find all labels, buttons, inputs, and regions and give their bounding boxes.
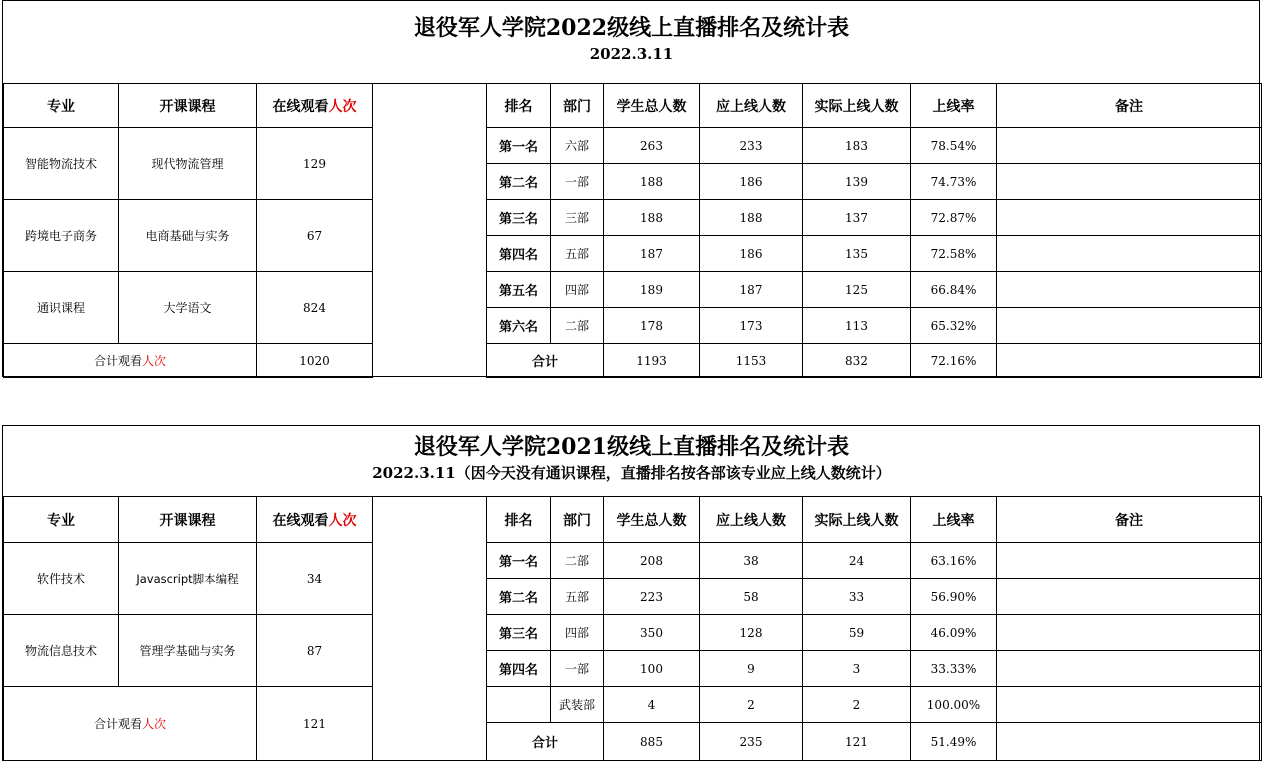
section-title: 退役军人学院2021级线上直播排名及统计表 — [413, 434, 850, 460]
header-dept: 部门 — [551, 497, 604, 543]
cell-course: 电商基础与实务 — [119, 200, 257, 272]
cell-should: 58 — [700, 579, 803, 615]
total-views: 1020 — [257, 344, 373, 378]
cell-total: 100 — [604, 651, 700, 687]
cell-rate: 63.16% — [911, 543, 997, 579]
section-title: 退役军人学院2022级线上直播排名及统计表 — [413, 15, 850, 41]
cell-major: 物流信息技术 — [4, 615, 119, 687]
cell-major: 软件技术 — [4, 543, 119, 615]
cell-total: 187 — [604, 236, 700, 272]
cell-should: 9 — [700, 651, 803, 687]
total-actual: 832 — [803, 344, 911, 378]
cell-total: 208 — [604, 543, 700, 579]
header-total-students: 学生总人数 — [604, 497, 700, 543]
cell-dept: 五部 — [551, 579, 604, 615]
cell-rate: 65.32% — [911, 308, 997, 344]
cell-views: 129 — [257, 128, 373, 200]
cell-actual: 24 — [803, 543, 911, 579]
total-should: 235 — [700, 723, 803, 761]
cell-rate: 66.84% — [911, 272, 997, 308]
table-row — [487, 308, 1262, 344]
cell-dept: 六部 — [551, 128, 604, 164]
total-label: 合计 — [487, 723, 604, 761]
header-should-online: 应上线人数 — [700, 84, 803, 128]
ranking-table — [486, 496, 1262, 761]
cell-should: 173 — [700, 308, 803, 344]
cell-rank: 第二名 — [487, 579, 551, 615]
total-row — [487, 723, 1262, 761]
cell-note — [997, 128, 1262, 164]
cell-rank: 第五名 — [487, 272, 551, 308]
header-rank: 排名 — [487, 84, 551, 128]
header-views: 在线观看人次 — [257, 84, 373, 128]
cell-rank: 第一名 — [487, 543, 551, 579]
cell-dept: 二部 — [551, 308, 604, 344]
table-row — [487, 543, 1262, 579]
table-row — [4, 272, 373, 344]
cell-total: 188 — [604, 200, 700, 236]
table-row — [487, 615, 1262, 651]
cell-course: 大学语文 — [119, 272, 257, 344]
table-row — [487, 687, 1262, 723]
cell-should: 38 — [700, 543, 803, 579]
cell-actual: 183 — [803, 128, 911, 164]
cell-actual: 3 — [803, 651, 911, 687]
total-views: 121 — [257, 687, 373, 761]
total-label: 合计 — [487, 344, 604, 378]
cell-course: 管理学基础与实务 — [119, 615, 257, 687]
cell-note — [997, 308, 1262, 344]
table-row — [487, 128, 1262, 164]
cell-rate: 46.09% — [911, 615, 997, 651]
total-note — [997, 723, 1262, 761]
section-date: 2022.3.11（因今天没有通识课程，直播排名按各部该专业应上线人数统计） — [372, 464, 891, 482]
course-views-table — [3, 496, 373, 761]
table-row — [487, 164, 1262, 200]
cell-note — [997, 200, 1262, 236]
total-row — [4, 687, 373, 761]
course-views-table — [3, 83, 373, 378]
cell-should: 233 — [700, 128, 803, 164]
cell-dept: 武装部 — [551, 687, 604, 723]
cell-actual: 125 — [803, 272, 911, 308]
cell-note — [997, 651, 1262, 687]
total-students: 885 — [604, 723, 700, 761]
cell-course: Javascript脚本编程 — [119, 543, 257, 615]
cell-rate: 56.90% — [911, 579, 997, 615]
cell-actual: 137 — [803, 200, 911, 236]
cell-rank: 第四名 — [487, 651, 551, 687]
cell-rate: 72.87% — [911, 200, 997, 236]
header-course: 开课课程 — [119, 497, 257, 543]
cell-note — [997, 579, 1262, 615]
cell-dept: 三部 — [551, 200, 604, 236]
cell-dept: 二部 — [551, 543, 604, 579]
cell-rate: 72.58% — [911, 236, 997, 272]
cell-should: 187 — [700, 272, 803, 308]
header-dept: 部门 — [551, 84, 604, 128]
cell-rate: 100.00% — [911, 687, 997, 723]
cell-rank: 第三名 — [487, 615, 551, 651]
cell-major: 通识课程 — [4, 272, 119, 344]
cell-actual: 113 — [803, 308, 911, 344]
total-label: 合计观看人次 — [4, 344, 257, 378]
cell-should: 2 — [700, 687, 803, 723]
header-major: 专业 — [4, 84, 119, 128]
section-2021 — [2, 425, 1260, 761]
cell-total: 178 — [604, 308, 700, 344]
header-should-online: 应上线人数 — [700, 497, 803, 543]
header-notes: 备注 — [997, 497, 1262, 543]
table-row — [4, 128, 373, 200]
total-row — [487, 344, 1262, 378]
section-header — [3, 426, 1260, 497]
header-rank: 排名 — [487, 497, 551, 543]
total-should: 1153 — [700, 344, 803, 378]
cell-total: 223 — [604, 579, 700, 615]
cell-actual: 33 — [803, 579, 911, 615]
cell-dept: 四部 — [551, 272, 604, 308]
cell-total: 263 — [604, 128, 700, 164]
cell-total: 189 — [604, 272, 700, 308]
cell-rank: 第三名 — [487, 200, 551, 236]
cell-total: 350 — [604, 615, 700, 651]
cell-dept: 一部 — [551, 164, 604, 200]
cell-course: 现代物流管理 — [119, 128, 257, 200]
table-row — [487, 200, 1262, 236]
total-label: 合计观看人次 — [4, 687, 257, 761]
cell-should: 188 — [700, 200, 803, 236]
cell-note — [997, 236, 1262, 272]
cell-rate: 78.54% — [911, 128, 997, 164]
section-2022 — [2, 0, 1260, 377]
cell-should: 186 — [700, 164, 803, 200]
cell-rate: 74.73% — [911, 164, 997, 200]
cell-note — [997, 687, 1262, 723]
cell-views: 87 — [257, 615, 373, 687]
cell-note — [997, 272, 1262, 308]
cell-rate: 33.33% — [911, 651, 997, 687]
ranking-table — [486, 83, 1262, 378]
cell-note — [997, 164, 1262, 200]
header-views: 在线观看人次 — [257, 497, 373, 543]
total-rate: 51.49% — [911, 723, 997, 761]
cell-note — [997, 543, 1262, 579]
cell-should: 128 — [700, 615, 803, 651]
cell-rank: 第二名 — [487, 164, 551, 200]
header-notes: 备注 — [997, 84, 1262, 128]
cell-actual: 135 — [803, 236, 911, 272]
cell-views: 34 — [257, 543, 373, 615]
cell-dept: 五部 — [551, 236, 604, 272]
total-row — [4, 344, 373, 378]
total-note — [997, 344, 1262, 378]
cell-rank: 第六名 — [487, 308, 551, 344]
cell-actual: 2 — [803, 687, 911, 723]
cell-dept: 四部 — [551, 615, 604, 651]
section-date: 2022.3.11 — [589, 45, 674, 63]
header-total-students: 学生总人数 — [604, 84, 700, 128]
total-students: 1193 — [604, 344, 700, 378]
table-row — [4, 200, 373, 272]
table-row — [4, 615, 373, 687]
cell-major: 跨境电子商务 — [4, 200, 119, 272]
header-actual-online: 实际上线人数 — [803, 84, 911, 128]
header-online-rate: 上线率 — [911, 84, 997, 128]
cell-actual: 139 — [803, 164, 911, 200]
table-row — [487, 272, 1262, 308]
header-online-rate: 上线率 — [911, 497, 997, 543]
table-row — [487, 651, 1262, 687]
table-row — [487, 236, 1262, 272]
table-row — [487, 579, 1262, 615]
table-row — [4, 543, 373, 615]
header-actual-online: 实际上线人数 — [803, 497, 911, 543]
cell-actual: 59 — [803, 615, 911, 651]
cell-views: 67 — [257, 200, 373, 272]
header-course: 开课课程 — [119, 84, 257, 128]
cell-rank: 第一名 — [487, 128, 551, 164]
cell-should: 186 — [700, 236, 803, 272]
cell-note — [997, 615, 1262, 651]
total-actual: 121 — [803, 723, 911, 761]
cell-total: 4 — [604, 687, 700, 723]
cell-rank: 第四名 — [487, 236, 551, 272]
header-major: 专业 — [4, 497, 119, 543]
cell-dept: 一部 — [551, 651, 604, 687]
total-rate: 72.16% — [911, 344, 997, 378]
cell-major: 智能物流技术 — [4, 128, 119, 200]
cell-rank — [487, 687, 551, 723]
section-header — [3, 1, 1260, 84]
cell-views: 824 — [257, 272, 373, 344]
cell-total: 188 — [604, 164, 700, 200]
